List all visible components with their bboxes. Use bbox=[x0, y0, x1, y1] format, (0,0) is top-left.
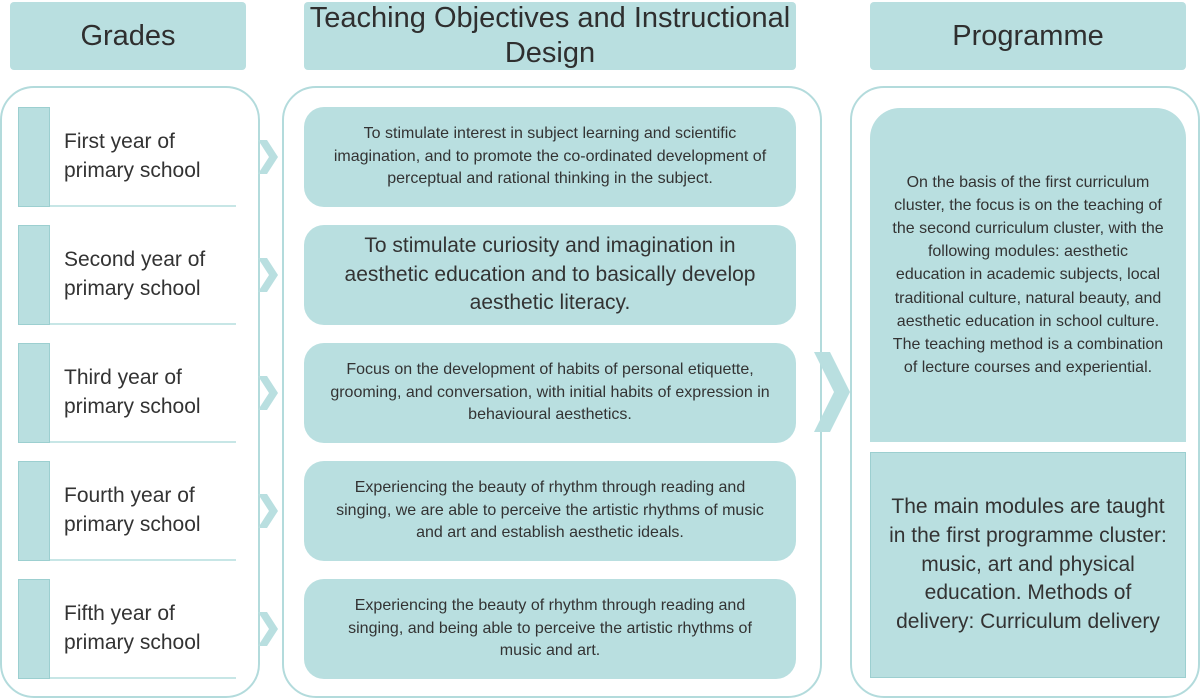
objective-box-2 bbox=[304, 225, 796, 325]
grade-label: Fourth year of primary school bbox=[64, 484, 201, 536]
objective-box-5 bbox=[304, 579, 796, 679]
chevron-right-icon bbox=[258, 140, 278, 174]
grade-label: First year of primary school bbox=[64, 130, 201, 182]
programme-lower-text: The main modules are taught in the first programme cluster: music, art and physical education. Methods of delivery: Curriculum delivery bbox=[889, 494, 1167, 634]
programme-upper-box bbox=[870, 108, 1186, 442]
objectives-header: Teaching Objectives and Instructional Design bbox=[304, 2, 796, 70]
grade-row-2 bbox=[18, 225, 236, 325]
grade-marker-bar bbox=[18, 579, 50, 679]
arrow-right-icon bbox=[814, 352, 850, 432]
objective-box-4 bbox=[304, 461, 796, 561]
grade-marker-bar bbox=[18, 107, 50, 207]
grade-row-3 bbox=[18, 343, 236, 443]
grade-label: Third year of primary school bbox=[64, 366, 201, 418]
objective-text: To stimulate interest in subject learning and scientific imagination, and to promote the co-ordinated development of perceptual and rational thinking in the subject. bbox=[333, 124, 767, 188]
grade-marker-bar bbox=[18, 343, 50, 443]
objective-text: Experiencing the beauty of rhythm through reading and singing, and being able to perceive the artistic rhythms of music and art. bbox=[348, 596, 752, 660]
objective-box-1 bbox=[304, 107, 796, 207]
objective-text: To stimulate curiosity and imagination in aesthetic education and to basically develop aesthetic literacy. bbox=[344, 233, 756, 315]
grades-header: Grades bbox=[10, 2, 246, 70]
grade-label: Fifth year of primary school bbox=[64, 602, 201, 654]
grade-row-4 bbox=[18, 461, 236, 561]
programme-lower-box bbox=[870, 452, 1186, 678]
programme-upper-text: On the basis of the first curriculum cluster, the focus is on the teaching of the second curriculum cluster, with the following modules: aesthetic education in academic subjects, local traditional culture, natural beauty, and aesthetic education in school culture. The teaching method is a combination of lecture courses and experiential. bbox=[892, 173, 1164, 377]
chevron-right-icon bbox=[258, 258, 278, 292]
objective-text: Focus on the development of habits of personal etiquette, grooming, and conversation, with initial habits of expression in behavioural aesthetics. bbox=[330, 360, 770, 424]
chevron-right-icon bbox=[258, 376, 278, 410]
grade-row-1 bbox=[18, 107, 236, 207]
grade-label: Second year of primary school bbox=[64, 248, 206, 300]
grade-marker-bar bbox=[18, 225, 50, 325]
chevron-right-icon bbox=[258, 494, 278, 528]
programme-header: Programme bbox=[870, 2, 1186, 70]
grade-marker-bar bbox=[18, 461, 50, 561]
grade-row-5 bbox=[18, 579, 236, 679]
objective-box-3 bbox=[304, 343, 796, 443]
chevron-right-icon bbox=[258, 612, 278, 646]
objective-text: Experiencing the beauty of rhythm through reading and singing, we are able to perceive the artistic rhythms of music and art and establish aesthetic ideals. bbox=[336, 478, 764, 542]
